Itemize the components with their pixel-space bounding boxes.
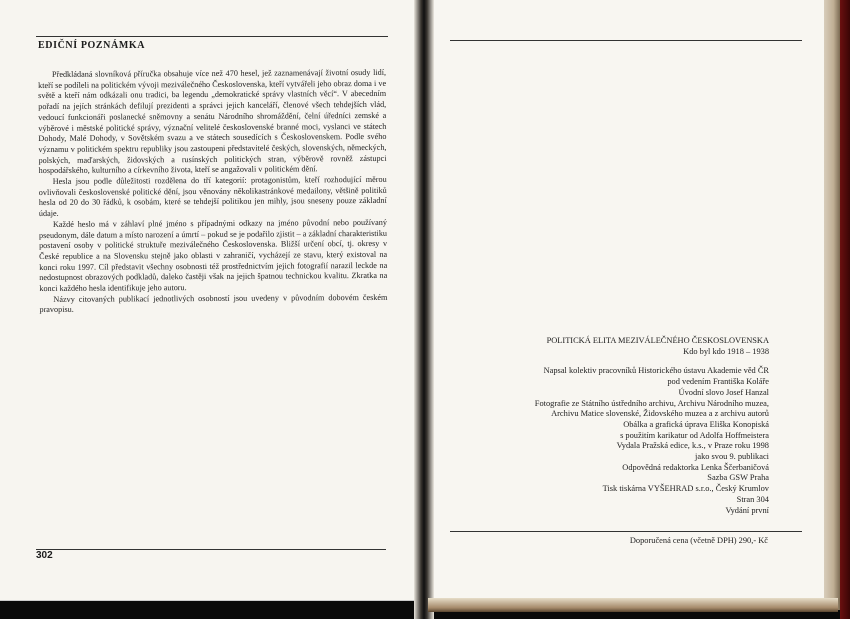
imprint-line: Vydání první [725, 505, 769, 515]
imprint-line: jako svou 9. publikaci [695, 452, 769, 462]
paragraph: Předkládaná slovníková příručka obsahuje více než 470 hesel, jež zaznamenávají životní osudy lidí, kteří se podíleli na politickém vývoji meziválečného Československa, kteří vytvářeli jeho obraz doma i ve světě a kteří nám odkázali onu tradici, ba legendu „demokratické správy vlastních věcí“. V abecedním pořadí na jejích stránkách defilují prezidenti a správci jejich kanceláří, členové všech tehdejších vlád, vedoucí funkcionáři poslanecké sněmovny a senátu Národního shromáždění, čelní úředníci zemské a výběrové i městské politické správy, význační velitelé československé branné moci, vyslanci ve státech Dohody, Malé Dohody, v Sovětském svazu a ve státech sousedících s Československem. Podle svého významu v politickém spektru republiky jsou zastoupeni představitelé českých, slovenských, německých, polských, maďarských, židovských a rusínských politických stran, výběrově rovněž zástupci hospodářského, kulturního a církevního života, kteří se angažovali v politickém dění. [38, 67, 387, 176]
book-subtitle: Kdo byl kdo 1918 – 1938 [683, 346, 769, 356]
book-spine [414, 0, 434, 619]
top-rule-left [36, 36, 388, 37]
imprint-line: Odpovědná redaktorka Lenka Ščerbaničová [622, 462, 769, 472]
imprint-line: Úvodní slovo Josef Hanzal [678, 387, 769, 397]
top-rule-right [450, 40, 802, 41]
page-number: 302 [36, 550, 53, 561]
imprint-line: Napsal kolektiv pracovníků Historického ústavu Akademie věd ČR [543, 366, 769, 376]
right-page [428, 0, 824, 604]
imprint-line: Archivu Matice slovenské, Židovského muzea a z archivu autorů [551, 409, 769, 419]
editorial-note-body [38, 68, 387, 316]
cover-edge [428, 598, 838, 612]
price-rule [450, 531, 802, 532]
imprint-block [439, 336, 769, 516]
page-heading: EDIČNÍ POZNÁMKA [38, 40, 146, 51]
book-title: POLITICKÁ ELITA MEZIVÁLEČNÉHO ČESKOSLOVENSKA [546, 336, 769, 345]
imprint-line: s použitím karikatur od Adolfa Hoffmeistera [620, 430, 769, 440]
imprint-line: Obálka a grafická úprava Eliška Konopiská [623, 419, 769, 429]
recommended-price: Doporučená cena (včetně DPH) 290,- Kč [629, 536, 768, 545]
imprint-line: Tisk tiskárna VYŠEHRAD s.r.o., Český Krumlov [602, 484, 769, 494]
cover-spine [840, 0, 850, 619]
left-page [0, 0, 418, 601]
imprint-line: pod vedením Františka Koláře [667, 377, 769, 387]
imprint-line: Vydala Pražská edice, k.s., v Praze roku 1998 [616, 441, 769, 451]
page-edges [824, 0, 840, 610]
imprint-line: Stran 304 [736, 494, 769, 504]
bottom-rule-left [36, 549, 386, 550]
paragraph: Hesla jsou podle důležitosti rozdělena do tří kategorií: protagonistům, kteří rozhodující měrou ovlivňovali československé politické dění, jsou věnovány několikastránkové medailony, většině politiků hesla od 20 do 30 řádků, k osobám, které se tehdejší politikou jen mihly, jsou sneseny pouze základní údaje. [38, 174, 387, 219]
paragraph: Názvy citovaných publikací jednotlivých osobností jsou uvedeny v původním dobovém českém pravopisu. [39, 292, 388, 315]
imprint-line: Sazba GSW Praha [707, 473, 769, 483]
imprint-line: Fotografie ze Státního ústředního archivu, Archivu Národního muzea, [534, 398, 769, 408]
paragraph: Každé heslo má v záhlaví plné jméno s případnými odkazy na jméno původní nebo používaný pseudonym, dále datum a místo narození a úmrtí – pokud se je podařilo zjistit – a základní charakteristiku postavení osoby v politické struktuře meziválečného Československa. Bližší určení obcí, tj. okresy v České republice a na Slovensku stejně jako oblasti v zahraničí, vycházejí ze stavu, který existoval na konci roku 1997. Cíl představit všechny osobnosti též prostřednictvím jejich fotografií narazil leckde na nedostupnost obrazových podkladů, daleko častěji však na jejich špatnou technickou kvalitu. Zkratka na konci každého hesla identifikuje jeho autoru. [38, 217, 388, 294]
